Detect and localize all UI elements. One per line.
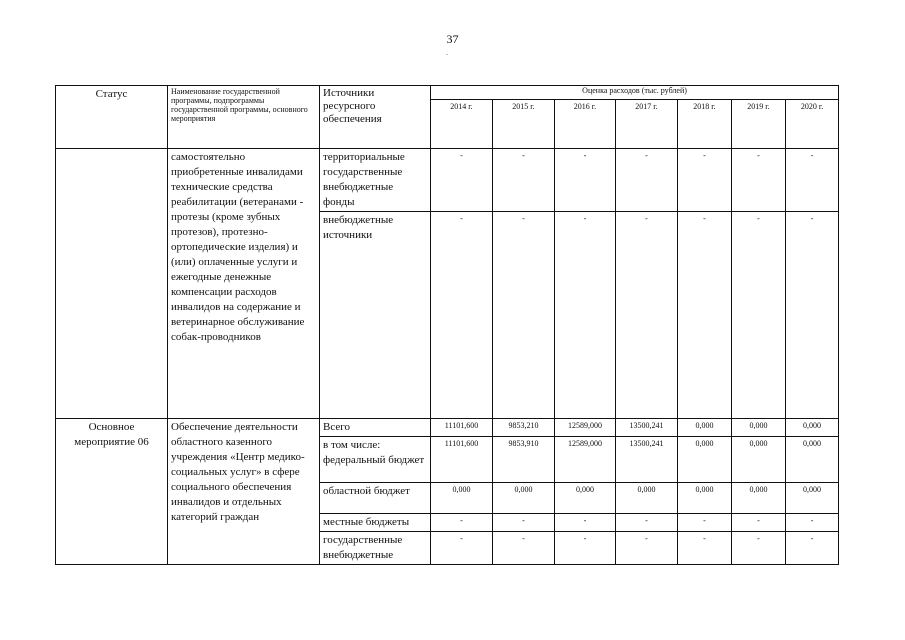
value-cell: 13500,241 (616, 419, 678, 437)
header-sources: Источники ресурсного обеспечения (320, 86, 431, 149)
value-cell: 0,000 (732, 483, 786, 514)
header-year: 2018 г. (678, 100, 732, 149)
value-cell: 0,000 (431, 483, 493, 514)
table-row (56, 419, 839, 437)
value-cell: 0,000 (786, 437, 839, 483)
value-cell: - (555, 514, 616, 532)
value-cell: 13500,241 (616, 437, 678, 483)
value-cell: 0,000 (786, 419, 839, 437)
value-cell: 12589,000 (555, 419, 616, 437)
value-cell: - (431, 149, 493, 212)
value-cell: - (555, 149, 616, 212)
value-cell: - (678, 149, 732, 212)
header-year: 2020 г. (786, 100, 839, 149)
value-cell: - (616, 149, 678, 212)
value-cell: - (616, 212, 678, 419)
value-cell: 0,000 (786, 483, 839, 514)
block2-name: Обеспечение деятельности областного казенного учреждения «Центр медико-социальных услуг» в сфере социального обеспечения инвалидов и отдельных категорий граждан (168, 419, 320, 565)
header-status: Статус (56, 86, 168, 149)
row-source: местные бюджеты (320, 514, 431, 532)
header-row-1 (56, 86, 839, 100)
value-cell: - (786, 149, 839, 212)
value-cell: - (732, 514, 786, 532)
value-cell: 0,000 (678, 483, 732, 514)
value-cell: 9853,210 (493, 419, 555, 437)
header-year: 2016 г. (555, 100, 616, 149)
value-cell: 0,000 (732, 437, 786, 483)
page-dot: . (446, 48, 448, 57)
value-cell: - (786, 514, 839, 532)
value-cell: - (616, 514, 678, 532)
value-cell: - (678, 532, 732, 565)
row-source: в том числе: федеральный бюджет (320, 437, 431, 483)
block1-status-cell (56, 149, 168, 419)
row-source: областной бюджет (320, 483, 431, 514)
value-cell: 0,000 (493, 483, 555, 514)
value-cell: 0,000 (678, 419, 732, 437)
value-cell: - (732, 149, 786, 212)
header-year: 2017 г. (616, 100, 678, 149)
value-cell: - (678, 514, 732, 532)
row-source: государственные внебюджетные (320, 532, 431, 565)
value-cell: 11101,600 (431, 437, 493, 483)
value-cell: - (732, 532, 786, 565)
value-cell: - (493, 149, 555, 212)
value-cell: - (732, 212, 786, 419)
header-name: Наименование государственной программы, подпрограммы государственной программы, основного мероприятия (168, 86, 320, 149)
value-cell: - (431, 514, 493, 532)
value-cell: - (555, 532, 616, 565)
row-source: территориальные государственные внебюджетные фонды (320, 149, 431, 212)
value-cell: 0,000 (678, 437, 732, 483)
value-cell: - (678, 212, 732, 419)
value-cell: 0,000 (616, 483, 678, 514)
value-cell: - (786, 532, 839, 565)
budget-table (55, 85, 839, 565)
value-cell: - (493, 532, 555, 565)
value-cell: 0,000 (732, 419, 786, 437)
header-year: 2015 г. (493, 100, 555, 149)
value-cell: 9853,910 (493, 437, 555, 483)
value-cell: - (616, 532, 678, 565)
value-cell: 12589,000 (555, 437, 616, 483)
table-row (56, 149, 839, 212)
value-cell: - (493, 212, 555, 419)
value-cell: - (431, 532, 493, 565)
value-cell: - (786, 212, 839, 419)
header-year: 2014 г. (431, 100, 493, 149)
value-cell: - (431, 212, 493, 419)
header-year: 2019 г. (732, 100, 786, 149)
block2-status: Основное мероприятие 06 (56, 419, 168, 565)
row-source: внебюджетные источники (320, 212, 431, 419)
value-cell: 0,000 (555, 483, 616, 514)
header-estimate: Оценка расходов (тыс. рублей) (431, 86, 839, 100)
value-cell: - (493, 514, 555, 532)
page-number: 37 (446, 32, 459, 46)
row-source: Всего (320, 419, 431, 437)
block1-name: самостоятельно приобретенные инвалидами технические средства реабилитации (ветеранами - протезы (кроме зубных протезов), протезно-ортопедические изделия) и (или) оплаченные услуги и ежегодные денежные компенсации расходов инвалидов на содержание и ветеринарное обслуживание собак-проводников (168, 149, 320, 419)
value-cell: - (555, 212, 616, 419)
value-cell: 11101,600 (431, 419, 493, 437)
